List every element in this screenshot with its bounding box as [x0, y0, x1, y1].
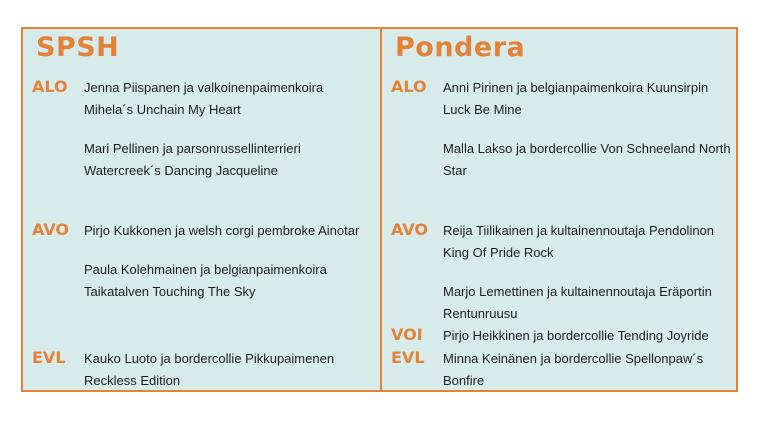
result-entry	[443, 77, 735, 121]
entry-line: Kauko Luoto ja bordercollie Pikkupaimenen	[84, 351, 335, 366]
entry-line: Malla Lakso ja bordercollie Von Schneeland North	[443, 141, 731, 156]
entry-line: Star	[443, 163, 467, 178]
class-label: AVO	[32, 220, 69, 239]
entry-line: Pirjo Kukkonen ja welsh corgi pembroke Ainotar	[84, 223, 360, 238]
entry-line: Pirjo Heikkinen ja bordercollie Tending Joyride	[443, 328, 709, 343]
entry-line: Mihela´s Unchain My Heart	[84, 102, 241, 117]
entry-line: Anni Pirinen ja belgianpaimenkoira Kuunsirpin	[443, 80, 709, 95]
entry-line: Minna Keinänen ja bordercollie Spellonpaw´s	[443, 351, 704, 366]
entry-line: Bonfire	[443, 373, 485, 388]
entry-line: Watercreek´s Dancing Jacqueline	[84, 163, 278, 178]
column-spsh	[23, 29, 380, 390]
result-entry	[443, 220, 735, 264]
entry-line: Reckless Edition	[84, 373, 181, 388]
result-entry	[84, 138, 376, 182]
result-entry	[443, 138, 735, 182]
column-pondera	[382, 29, 738, 390]
result-entry	[84, 348, 376, 392]
result-entry	[84, 77, 376, 121]
entry-line: Luck Be Mine	[443, 102, 522, 117]
result-entry	[443, 348, 735, 392]
entry-line: Taikatalven Touching The Sky	[84, 284, 256, 299]
column-title: Pondera	[395, 32, 526, 63]
entry-line: King Of Pride Rock	[443, 245, 554, 260]
class-label: ALO	[32, 77, 68, 96]
class-label: VOI	[391, 325, 423, 344]
result-entry	[443, 325, 735, 347]
result-entry	[84, 220, 376, 242]
class-label: EVL	[391, 348, 425, 367]
class-label: ALO	[391, 77, 427, 96]
entry-line: Jenna Piispanen ja valkoinenpaimenkoira	[84, 80, 324, 95]
entry-line: Paula Kolehmainen ja belgianpaimenkoira	[84, 262, 327, 277]
entry-line: Marjo Lemettinen ja kultainennoutaja Eräportin	[443, 284, 712, 299]
entry-line: Rentunruusu	[443, 306, 518, 321]
entry-line: Reija Tiilikainen ja kultainennoutaja Pendolinon	[443, 223, 715, 238]
entry-line: Mari Pellinen ja parsonrussellinterrieri	[84, 141, 301, 156]
class-label: EVL	[32, 348, 66, 367]
column-title: SPSH	[36, 32, 120, 63]
results-table	[21, 27, 738, 392]
class-label: AVO	[391, 220, 428, 239]
result-entry	[443, 281, 735, 325]
result-entry	[84, 259, 376, 303]
